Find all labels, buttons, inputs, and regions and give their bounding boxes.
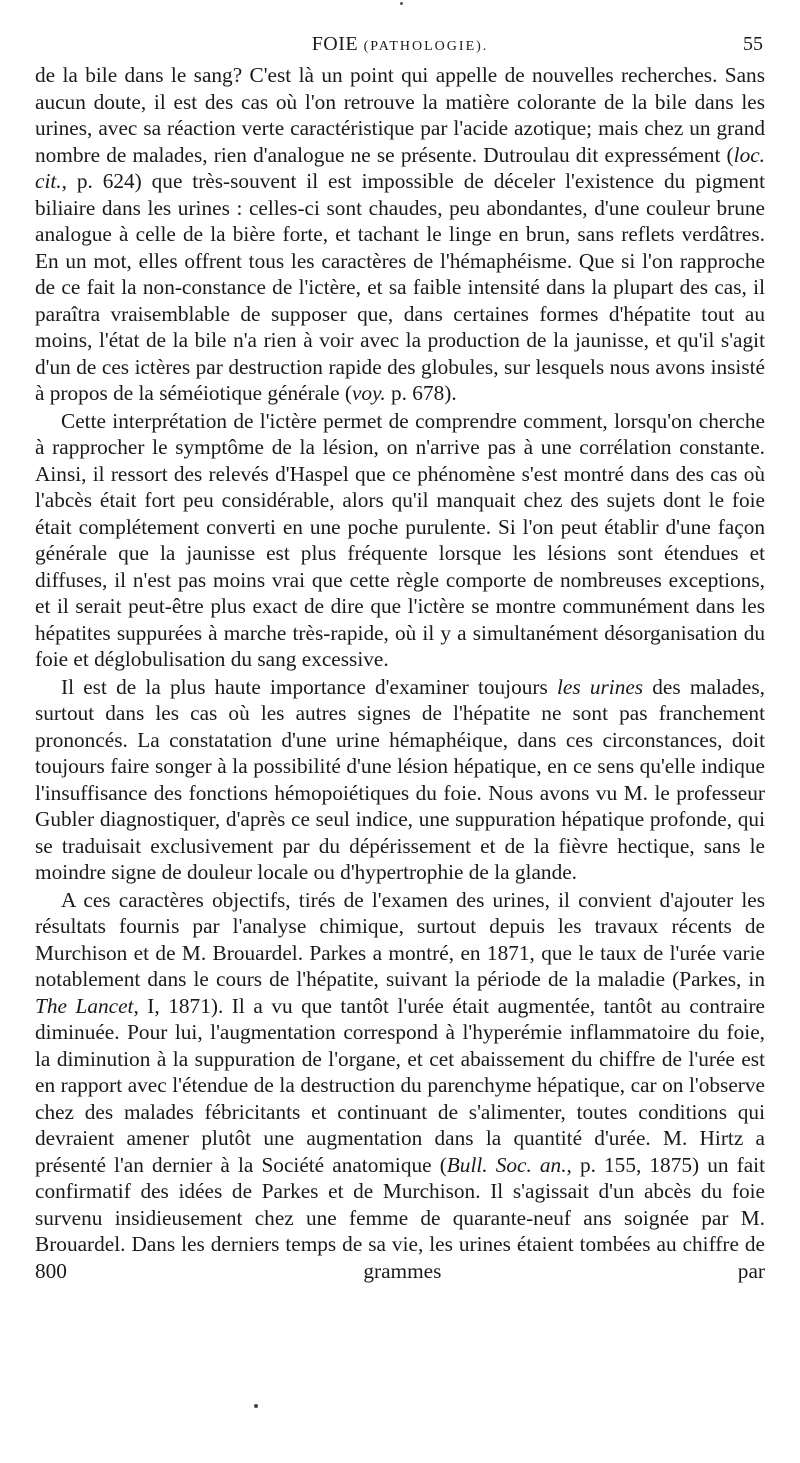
text-run: des malades, surtout dans les cas où les autres signes de l'hépatite ne sont pas franchement prononcés. La constatation d'une urine hémaphéique, dans ces circonstances, doit toujours faire songer à la possibilité d'une lésion hépatique, en ce sens qu'elle indique l'insuffisance des fonctions hémopoiétiques du foie. Nous avons vu M. le professeur Gubler diagnostiquer, d'après ce seul indice, une suppuration hépatique profonde, qui se traduisait exclusivement par du dépérissement et de la fièvre hectique, sans le moindre signe de douleur locale ou d'hypertrophie de la glande.: [35, 674, 765, 884]
italic-run: voy.: [351, 381, 386, 405]
text-run: , p. 624) que très-souvent il est impossible de déceler l'existence du pigment biliaire dans les urines : celles-ci sont chaudes, peu abondantes, d'une couleur brune analogue à celle de la bière forte, et tachant le linge en brun, sans reflets verdâtres. En un mot, elles offrent tous les caractères de l'hémaphéisme. Que si l'on rapproche de ce fait la non-constance de l'ictère, et sa faible intensité dans la plupart des cas, il paraîtra vraisemblable de supposer que, dans certaines formes d'hépatite tout au moins, l'état de la bile n'a rien à voir avec la production de la jaunisse, et qu'il s'agit d'un de ces ictères par destruction rapide des globules, sur lesquels nous avons insisté à propos de la séméiotique générale (: [35, 169, 765, 405]
book-page: [35, 0, 765, 1284]
running-title-main: FOIE: [311, 33, 359, 55]
page-number: 55: [743, 33, 763, 55]
italic-run: The Lancet: [35, 993, 134, 1018]
text-run: Il est de la plus haute importance d'examiner toujours: [61, 674, 557, 699]
running-title-subtitle: (PATHOLOGIE).: [363, 39, 489, 54]
text-run: , I, 1871). Il a vu que tantôt l'urée était augmentée, tantôt au contraire diminuée. Pour lui, l'augmentation correspond à l'hyperémie inflammatoire du foie, la diminution à la suppuration de l'organe, et cet abaissement du chiffre de l'urée est en rapport avec l'étendue de la destruction du parenchyme hépatique, car on l'observe chez des malades fébricitants et continuant de s'alimenter, toutes conditions qui devraient amener plutôt une augmentation dans la quantité d'urée. M. Hirtz a présenté l'an dernier à la Société anatomique (: [35, 993, 766, 1177]
page-header: [35, 0, 765, 62]
italic-run: Bull. Soc. an.: [446, 1152, 567, 1177]
print-speck: [254, 1404, 258, 1408]
paragraph-3: [35, 674, 765, 886]
running-title: [35, 33, 765, 56]
body-text: [35, 62, 765, 1284]
text-run: A ces caractères objectifs, tirés de l'examen des urines, il convient d'ajouter les résultats fournis par l'analyse chimique, surtout depuis les travaux récents de Murchison et de M. Brouardel. Parkes a montré, en 1871, que le taux de l'urée varie notablement dans le cours de l'hépatite, suivant la période de la maladie (Parkes, in: [35, 887, 765, 991]
text-run: de la bile dans le sang? C'est là un point qui appelle de nouvelles recherches. Sans aucun doute, il est des cas où l'on retrouve la matière colorante de la bile dans les urines, avec sa réaction verte caractéristique par l'acide azotique; mais chez un grand nombre de malades, rien d'analogue ne se présente. Dutroulau dit expressément (: [35, 63, 765, 167]
italic-run: loc. cit.: [35, 142, 765, 193]
paragraph-2: [35, 408, 765, 673]
italic-run: les urines: [556, 674, 644, 699]
text-run: p. 678).: [385, 381, 457, 405]
paragraph-4: [35, 887, 765, 1285]
text-run: , p. 155, 1875) un fait confirmatif des idées de Parkes et de Murchison. Il s'agissait d'un abcès du foie survenu insidieusement chez une femme de quarante-neuf ans soignée par M. Brouardel. Dans les derniers temps de sa vie, les urines étaient tombées au chiffre de 800 grammes par: [35, 1152, 765, 1283]
paragraph-1: [35, 62, 765, 407]
text-run: Cette interprétation de l'ictère permet de comprendre comment, lorsqu'on cherche à rapprocher le symptôme de la lésion, on n'arrive pas à une corrélation constante. Ainsi, il ressort des relevés d'Haspel que ce phénomène s'est montré dans des cas où l'abcès était fort peu considérable, alors qu'il manquait chez des sujets dont le foie était complétement converti en une poche purulente. Si l'on peut établir d'une façon générale que la jaunisse est plus fréquente lorsque les lésions sont étendues et diffuses, il n'est pas moins vrai que cette règle comporte de nombreuses exceptions, et il serait peut-être plus exact de dire que l'ictère se montre communément dans les hépatites suppurées à marche très-rapide, où il y a simultanément désorganisation du foie et déglobulisation du sang excessive.: [35, 408, 765, 671]
